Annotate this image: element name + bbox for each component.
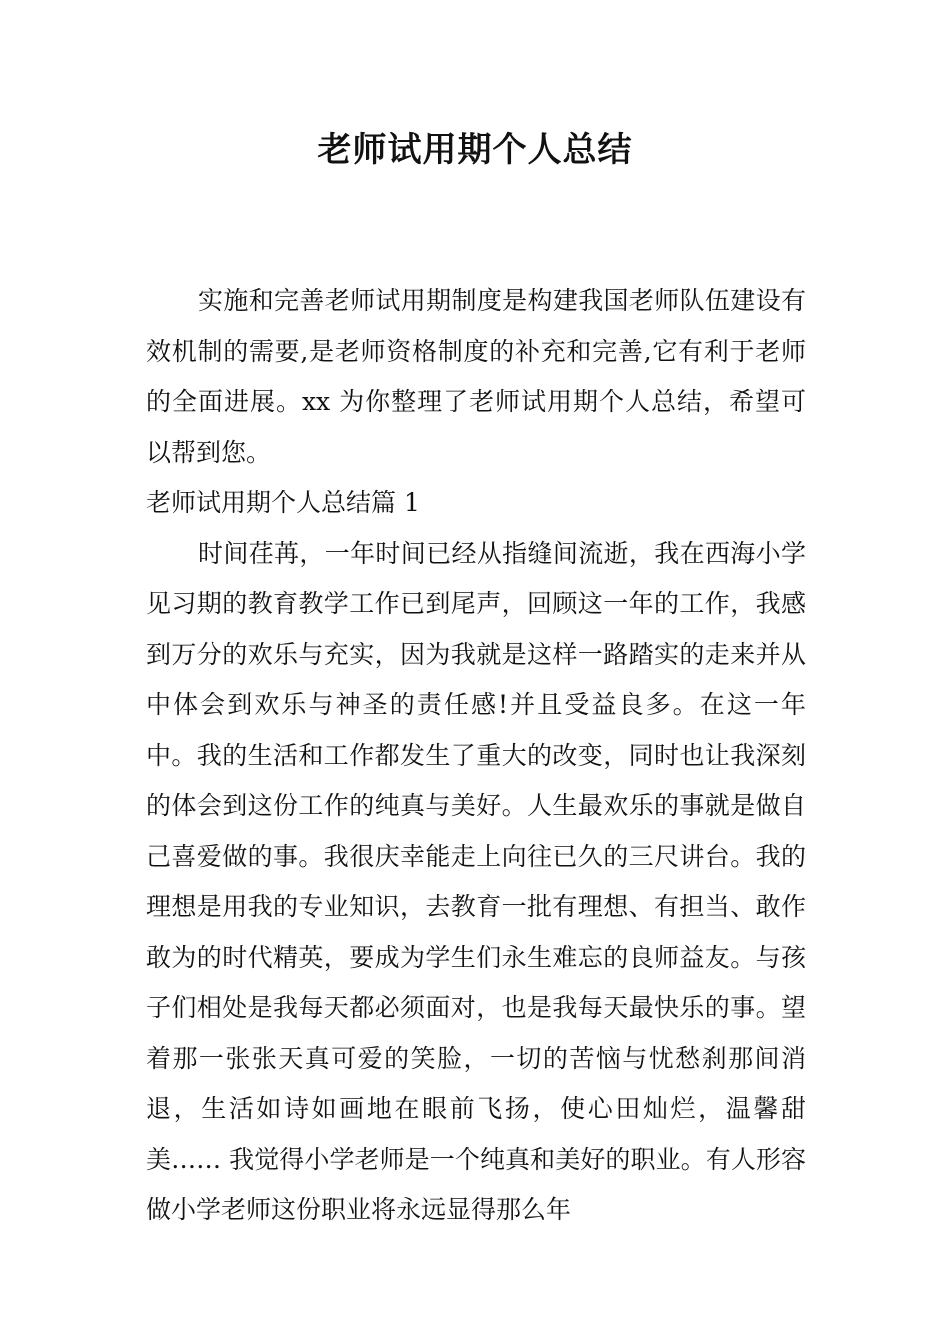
section-heading: 老师试用期个人总结篇 1: [146, 488, 420, 517]
section-paragraph: 时间荏苒，一年时间已经从指缝间流逝，我在西海小学见习期的教育教学工作已到尾声，回顾这一年的工作，我感到万分的欢乐与充实，因为我就是这样一路踏实的走来并从中体会到欢乐与神圣的责任感!并且受益良多。在这一年中。我的生活和工作都发生了重大的改变，同时也让我深刻的体会到这份工作的纯真与美好。人生最欢乐的事就是做自己喜爱做的事。我很庆幸能走上向往已久的三尺讲台。我的理想是用我的专业知识，去教育一批有理想、有担当、敢作敢为的时代精英，要成为学生们永生难忘的良师益友。与孩子们相处是我每天都必须面对，也是我每天最快乐的事。望着那一张张天真可爱的笑脸，一切的苦恼与忧愁刹那间消退，生活如诗如画地在眼前飞扬，使心田灿烂，温馨甜美…… 我觉得小学老师是一个纯真和美好的职业。有人形容做小学老师这份职业将永远显得那么年: [146, 538, 806, 1224]
document-body: [146, 276, 806, 1236]
document-title: 老师试用期个人总结: [317, 130, 633, 170]
intro-paragraph: 实施和完善老师试用期制度是构建我国老师队伍建设有效机制的需要,是老师资格制度的补充和完善,它有利于老师的全面进展。xx 为你整理了老师试用期个人总结，希望可以帮到您。: [146, 286, 806, 467]
